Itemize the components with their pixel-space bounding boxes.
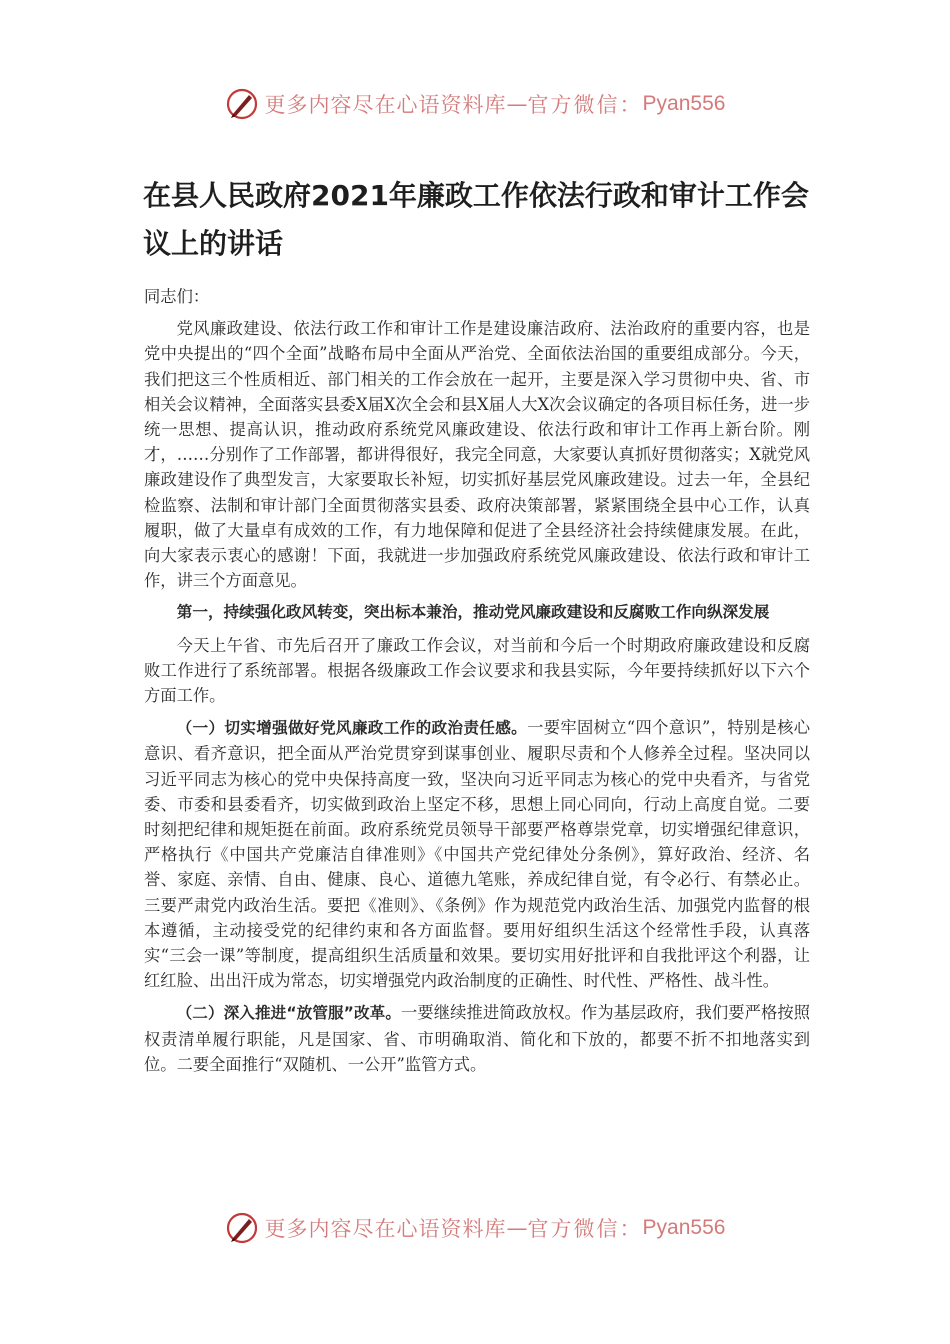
watermark-slogan: 更多内容尽在心语资料库 xyxy=(264,93,507,117)
item-1-paragraph xyxy=(144,715,810,993)
watermark-separator: — xyxy=(506,92,528,116)
section-1-heading: 第一，持续强化政风转变，突出标本兼治，推动党风廉政建设和反腐败工作向纵深发展 xyxy=(176,603,770,622)
greeting: 同志们： xyxy=(144,287,210,306)
item-2-paragraph xyxy=(144,1000,810,1077)
pen-circle-logo-icon xyxy=(225,87,259,121)
document-title: 在县人民政府2021年廉政工作依法行政和审计工作会议上的讲话 xyxy=(143,179,809,260)
watermark-wechat-id: Pyan556 xyxy=(642,1216,726,1239)
watermark-slogan: 更多内容尽在心语资料库 xyxy=(264,1217,507,1241)
document-body xyxy=(144,284,810,1084)
watermark-banner-top xyxy=(0,82,950,126)
item-2-body: 一要继续推进简政放权。作为基层政府，我们要严格按照权责清单履行职能，凡是国家、省、市明确取消、简化和下放的，都要不折不扣地落实到位。二要全面推行“双随机、一公开”监管方式。 xyxy=(144,1003,810,1074)
watermark-banner-bottom xyxy=(0,1206,950,1250)
item-1-heading: （一）切实增强做好党风廉政工作的政治责任感。 xyxy=(176,719,528,738)
watermark-wechat-label: 官方微信： xyxy=(527,93,643,117)
item-1-body: 一要牢固树立“四个意识”，特别是核心意识、看齐意识，把全面从严治党贯穿到谋事创业、履职尽责和个人修养全过程。坚决同以习近平同志为核心的党中央保持高度一致，坚决向习近平同志为核心的党中央看齐，与省党委、市委和县委看齐，切实做到政治上坚定不移，思想上同心同向，行动上高度自觉。二要时刻把纪律和规矩挺在前面。政府系统党员领导干部要严格尊崇党章，切实增强纪律意识，严格执行《中国共产党廉洁自律准则》《中国共产党纪律处分条例》，算好政治、经济、名誉、家庭、亲情、自由、健康、良心、道德九笔账，养成纪律自觉，有令必行、有禁必止。三要严肃党内政治生活。要把《准则》、《条例》作为规范党内政治生活、加强党内监督的根本遵循，主动接受党的纪律约束和各方面监督。要用好组织生活这个经常性手段，认真落实“三会一课”等制度，提高组织生活质量和效果。要切实用好批评和自我批评这个利器，让红红脸、出出汗成为常态，切实增强党内政治制度的正确性、时代性、严格性、战斗性。 xyxy=(144,718,810,991)
item-2-heading: （二）深入推进“放管服”改革。 xyxy=(176,1004,402,1023)
section-1-intro: 今天上午省、市先后召开了廉政工作会议，对当前和今后一个时期政府廉政建设和反腐败工作进行了系统部署。根据各级廉政工作会议要求和我县实际，今年要持续抓好以下六个方面工作。 xyxy=(144,635,810,706)
pen-circle-logo-icon xyxy=(225,1211,259,1245)
watermark-wechat-id: Pyan556 xyxy=(642,92,726,115)
watermark-separator: — xyxy=(506,1216,528,1240)
intro-paragraph: 党风廉政建设、依法行政工作和审计工作是建设廉洁政府、法治政府的重要内容，也是党中央提出的“四个全面”战略布局中全面从严治党、全面依法治国的重要组成部分。今天，我们把这三个性质相近、部门相关的工作会放在一起开，主要是深入学习贯彻中央、省、市相关会议精神，全面落实县委X届X次全会和县X届人大X次会议确定的各项目标任务，进一步统一思想、提高认识，推动政府系统党风廉政建设、依法行政和审计工作再上新台阶。刚才，……分别作了工作部署，都讲得很好，我完全同意，大家要认真抓好贯彻落实；X就党风廉政建设作了典型发言，大家要取长补短，切实抓好基层党风廉政建设。过去一年，全县纪检监察、法制和审计部门全面贯彻落实县委、政府决策部署，紧紧围绕全县中心工作，认真履职，做了大量卓有成效的工作，有力地保障和促进了全县经济社会持续健康发展。在此，向大家表示衷心的感谢！下面，我就进一步加强政府系统党风廉政建设、依法行政和审计工作，讲三个方面意见。 xyxy=(144,319,810,591)
watermark-wechat-label: 官方微信： xyxy=(527,1217,643,1241)
